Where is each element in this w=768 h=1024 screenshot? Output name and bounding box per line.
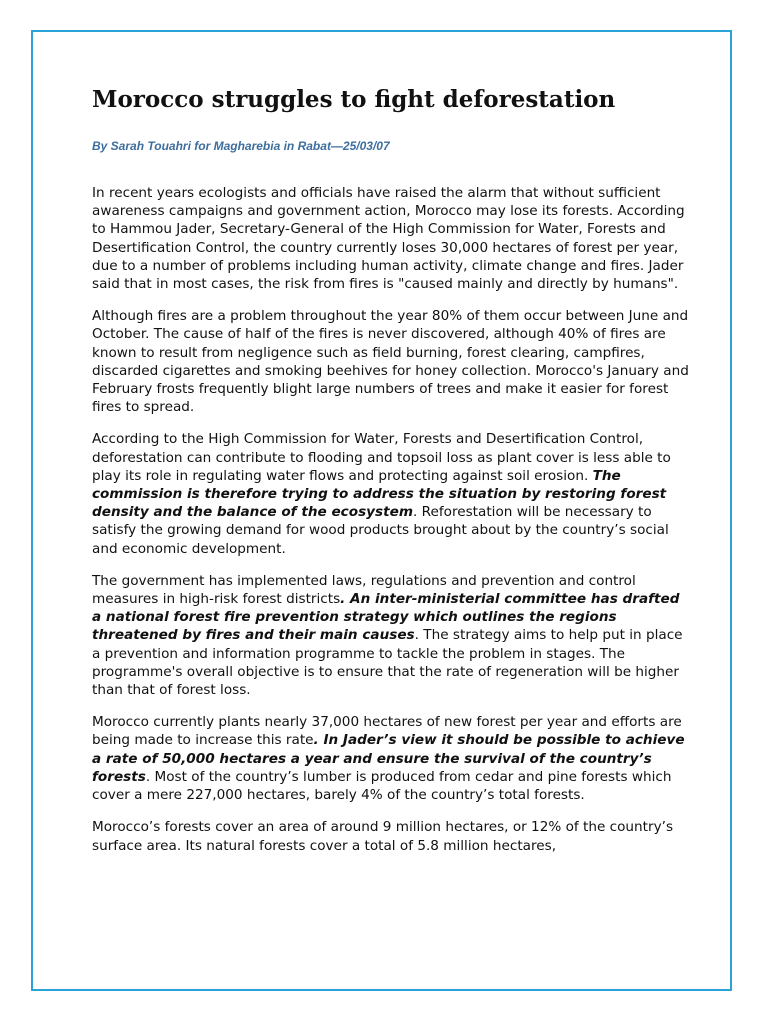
article-paragraph	[92, 307, 692, 416]
document-page	[31, 30, 732, 991]
paragraph-text: The government has implemented laws, regulations and prevention and control measures in high-risk forest districts	[92, 572, 636, 608]
article-paragraph	[92, 572, 692, 699]
article-byline: By Sarah Touahri for Magharebia in Rabat—25/03/07	[92, 139, 390, 153]
article-paragraph	[92, 184, 692, 293]
paragraph-text: According to the High Commission for Water, Forests and Desertification Control, deforestation can contribute to flooding and topsoil loss as plant cover is less able to play its role in regulating water flows and protecting against soil erosion.	[92, 431, 671, 484]
paragraph-text: Although fires are a problem throughout the year 80% of them occur between June and October. The cause of half of the fires is never discovered, although 40% of fires are known to result from negligence such as field burning, forest clearing, campfires, discarded cigarettes and smoking beehives for honey collection. Morocco's January and February frosts frequently blight large numbers of trees and make it easier for forest fires to spread.	[92, 308, 689, 416]
paragraph-text: . Reforestation will be necessary to satisfy the growing demand for wood products brought about by the country’s social and economic development.	[92, 504, 669, 557]
article-title: Morocco struggles to fight deforestation	[92, 86, 616, 113]
paragraph-text: . The strategy aims to help put in place a prevention and information programme to tackle the problem in stages. The programme's overall objective is to ensure that the rate of regeneration will be higher than that of forest loss.	[92, 627, 683, 699]
article-paragraph	[92, 818, 692, 854]
article	[92, 84, 692, 869]
emphasized-text: The commission is therefore trying to address the situation by restoring forest density and the balance of the ecosystem	[92, 467, 667, 521]
paragraph-text: Morocco’s forests cover an area of around 9 million hectares, or 12% of the country’s surface area. Its natural forests cover a total of 5.8 million hectares,	[92, 819, 674, 854]
emphasized-text: . An inter-ministerial committee has drafted a national forest fire prevention strategy which outlines the regions threatened by fires and their main causes	[92, 591, 680, 644]
emphasized-text: . In Jader’s view it should be possible to achieve a rate of 50,000 hectares a year and ensure the survival of the country’s forests	[92, 732, 685, 785]
paragraph-text: . Most of the country’s lumber is produced from cedar and pine forests which cover a mere 227,000 hectares, barely 4% of the country’s total forests.	[92, 768, 672, 804]
article-paragraph	[92, 713, 692, 804]
article-paragraph	[92, 430, 692, 557]
paragraph-text: In recent years ecologists and officials have raised the alarm that without sufficient awareness campaigns and government action, Morocco may lose its forests. According to Hammou Jader, Secretary-General of the High Commission for Water, Forests and Desertification Control, the country currently loses 30,000 hectares of forest per year, due to a number of problems including human activity, climate change and fires. Jader said that in most cases, the risk from fires is "caused mainly and directly by humans".	[92, 185, 685, 293]
paragraph-text: Morocco currently plants nearly 37,000 hectares of new forest per year and efforts are being made to increase this rate	[92, 714, 682, 749]
